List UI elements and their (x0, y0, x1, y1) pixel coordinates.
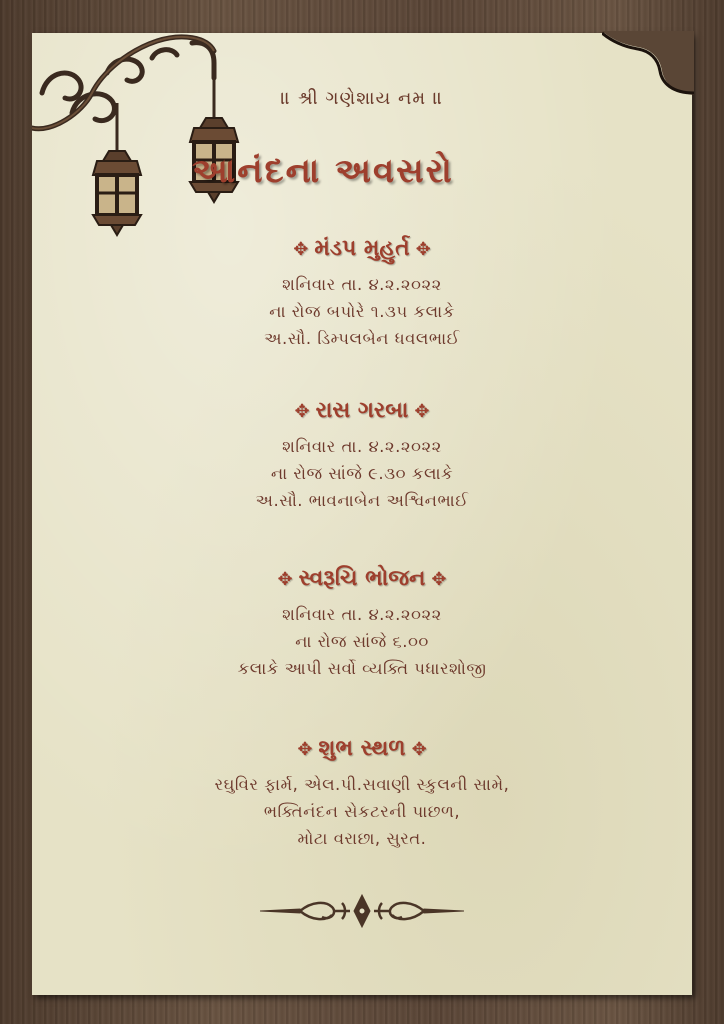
fleur-ornament-icon: ✥ (277, 569, 293, 590)
invitation-card (32, 33, 692, 995)
fleur-ornament-icon: ✥ (411, 739, 427, 760)
section-title-text: સ્વરૂચિ ભોજન (298, 566, 426, 591)
section-line: કલાકે આપી સર્વો વ્યક્તિ પધારશોજી (237, 659, 487, 678)
hanging-lantern-icon (32, 33, 272, 263)
page-title: આનંદના અવસરો (192, 151, 454, 191)
section-title-text: રાસ ગરબા (315, 398, 409, 423)
section-mandap (32, 236, 692, 352)
fleur-ornament-icon: ✥ (414, 401, 430, 422)
fleur-ornament-icon: ✥ (431, 569, 447, 590)
section-title (32, 398, 692, 423)
section-title (32, 566, 692, 591)
invocation-text: ॥ શ્રી ગણેશાય નમ ॥ (280, 88, 444, 109)
section-raas-garba (32, 398, 692, 514)
section-line: શનિવાર તા. ૪.૨.૨૦૨૨ (282, 275, 442, 294)
section-title (32, 736, 692, 761)
section-line: ના રોજ બપોરે ૧.૩૫ કલાકે (269, 302, 455, 321)
section-title (32, 236, 692, 261)
section-line: મોટા વરાછા, સુરત. (297, 829, 427, 848)
section-line: શનિવાર તા. ૪.૨.૨૦૨૨ (282, 605, 442, 624)
section-title-text: શુભ સ્થળ (318, 736, 406, 761)
section-venue (32, 736, 692, 852)
fleur-ornament-icon: ✥ (297, 739, 313, 760)
fleur-ornament-icon: ✥ (293, 239, 309, 260)
section-title-text: મંડપ મુહુર્ત (314, 236, 410, 261)
section-bhojan (32, 566, 692, 682)
section-line: શનિવાર તા. ૪.૨.૨૦૨૨ (282, 437, 442, 456)
section-line: અ.સૌ. ડિમ્પલબેન ધવલભાઈ (264, 329, 460, 348)
corner-notch (602, 31, 694, 95)
section-line: ના રોજ સાંજે ૯.૩૦ કલાકે (270, 464, 454, 483)
section-line: અ.સૌ. ભાવનાબેન અશ્વિનભાઈ (255, 491, 469, 510)
scroll-divider-icon (260, 893, 464, 929)
section-line: રઘુવિર ફાર્મ, એલ.પી.સવાણી સ્કુલની સામે, (214, 775, 510, 794)
section-line: ભક્તિનંદન સેકટરની પાછળ, (263, 802, 461, 821)
section-line: ના રોજ સાંજે ૬.૦૦ (295, 632, 429, 651)
fleur-ornament-icon: ✥ (415, 239, 431, 260)
fleur-ornament-icon: ✥ (294, 401, 310, 422)
